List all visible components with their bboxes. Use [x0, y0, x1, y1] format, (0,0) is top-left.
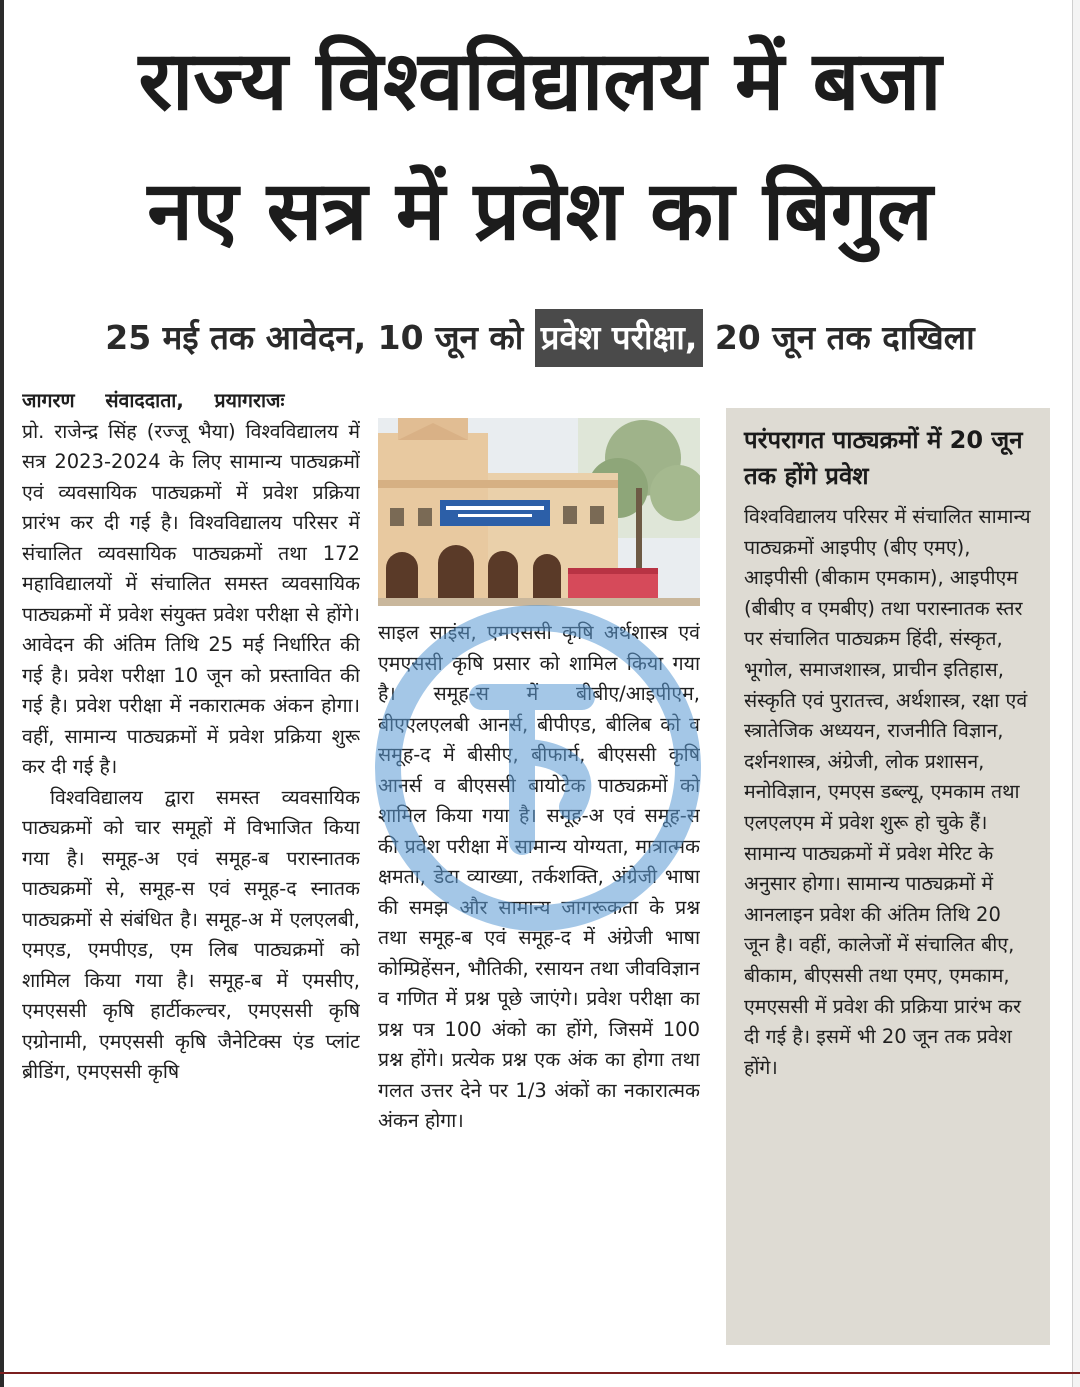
bottom-rule — [0, 1372, 1080, 1374]
subheadline-highlight: प्रवेश परीक्षा, — [535, 309, 704, 367]
article-paragraph-2: विश्वविद्यालय द्वारा समस्त व्यवसायिक पाठ्यक्रमों को चार समूहों में विभाजित किया गया है। समूह-अ एवं समूह-ब परास्नातक पाठ्यक्रमों से, समूह-स एवं समूह-द स्नातक पाठ्यक्रमों से संबंधित है। समूह-अ में एलएलबी, एमएड, एमपीएड, एम लिब पाठ्यक्रमों को शामिल किया गया है। समूह-ब में एमसीए, एमएससी कृषि हार्टीकल्चर, एमएससी कृषि एग्रोनामी, एमएससी कृषि जैनेटिक्स एंड प्लांट ब्रीडिंग, एमएससी कृषि — [22, 785, 360, 1083]
university-building-photo — [378, 418, 700, 606]
sidebar-box — [726, 408, 1050, 1345]
byline: जागरण संवाददाता, प्रयागराजः — [22, 389, 285, 412]
subheadline-part-2: 20 जून तक दाखिला — [703, 318, 975, 357]
subheadline-part-1: 25 मई तक आवेदन, 10 जून को — [105, 318, 535, 357]
article-column-1 — [22, 386, 360, 1371]
sidebar-title: परंपरागत पाठ्यक्रमों में 20 जून तक होंगे प्रवेश — [744, 426, 1023, 490]
subheadline — [20, 302, 1060, 374]
left-border — [0, 0, 4, 1387]
headline-line-2: नए सत्र में प्रवेश का बिगुल — [147, 164, 933, 259]
article-paragraph-3: साइल साइंस, एमएससी कृषि अर्थशास्त्र एवं एमएससी कृषि प्रसार को शामिल किया गया है। समूह-स में बीबीए/आइपीएम, बीएएलएलबी आनर्स, बीपीएड, बीलिब को व समूह-द में बीसीए, बीफार्म, बीएससी कृषि आनर्स व बीएससी बायोटेक पाठ्यक्रमों को शामिल किया गया है। समूह-अ एवं समूह-स की प्रवेश परीक्षा में सामान्य योग्यता, मात्रात्मक क्षमता, डेटा व्याख्या, तर्कशक्ति, अंग्रेजी भाषा की समझ और सामान्य जागरूकता के प्रश्न तथा समूह-ब एवं समूह-द में अंग्रेजी भाषा कोम्प्रिहेंसन, भौतिकी, रसायन तथा जीवविज्ञान व गणित में प्रश्न पूछे जाएंगे। प्रवेश परीक्षा का प्रश्न पत्र 100 अंको का होंगे, जिसमें 100 प्रश्न होंगे। प्रत्येक प्रश्न एक अंक का होगा तथा गलत उत्तर देने पर 1/3 अंकों का नकारात्मक अंकन होगा। — [378, 621, 700, 1132]
article-column-2 — [378, 618, 700, 1366]
headline-line-1: राज्य विश्वविद्यालय में बजा — [138, 34, 942, 129]
sidebar-body: विश्वविद्यालय परिसर में संचालित सामान्य पाठ्यक्रमों आइपीए (बीए एमए), आइपीसी (बीकाम एमकाम), आइपीएम (बीबीए व एमबीए) तथा परास्नातक स्तर पर संचालित पाठ्यक्रम हिंदी, संस्कृत, भूगोल, समाजशास्त्र, प्राचीन इतिहास, संस्कृति एवं पुरातत्त्व, अर्थशास्त्र, रक्षा एवं स्त्रातेजिक अध्ययन, राजनीति विज्ञान, दर्शनशास्त्र, अंग्रेजी, लोक प्रशासन, मनोविज्ञान, एमएस डब्ल्यू, एमकाम तथा एलएलएम में प्रवेश शुरू हो चुके हैं। सामान्य पाठ्यक्रमों में प्रवेश मेरिट के अनुसार होगा। सामान्य पाठ्यक्रमों में आनलाइन प्रवेश की अंतिम तिथि 20 जून है। वहीं, कालेजों में संचालित बीए, बीकाम, बीएससी तथा एमए, एमकाम, एमएससी में प्रवेश की प्रक्रिया प्रारंभ कर दी गई है। इसमें भी 20 जून तक प्रवेश होंगे। — [744, 505, 1031, 1079]
building-illustration — [378, 418, 700, 606]
adjacent-page-edge — [1072, 0, 1080, 1387]
article-paragraph-1: प्रो. राजेन्द्र सिंह (रज्जू भैया) विश्वविद्यालय में सत्र 2023-2024 के लिए सामान्य पाठ्यक्रमों एवं व्यवसायिक पाठ्यक्रमों में प्रवेश प्रक्रिया प्रारंभ कर दी गई है। विश्वविद्यालय परिसर में संचालित व्यवसायिक पाठ्यक्रमों तथा 172 महाविद्यालयों में संचालित समस्त व्यवसायिक पाठ्यक्रमों में प्रवेश संयुक्त प्रवेश परीक्षा से होंगे। आवेदन की अंतिम तिथि 25 मई निर्धारित की गई है। प्रवेश परीक्षा 10 जून को प्रस्तावित की गई है। प्रवेश परीक्षा में नकारात्मक अंकन होगा। वहीं, सामान्य पाठ्यक्रमों में प्रवेश प्रक्रिया शुरू कर दी गई है। — [22, 419, 360, 778]
